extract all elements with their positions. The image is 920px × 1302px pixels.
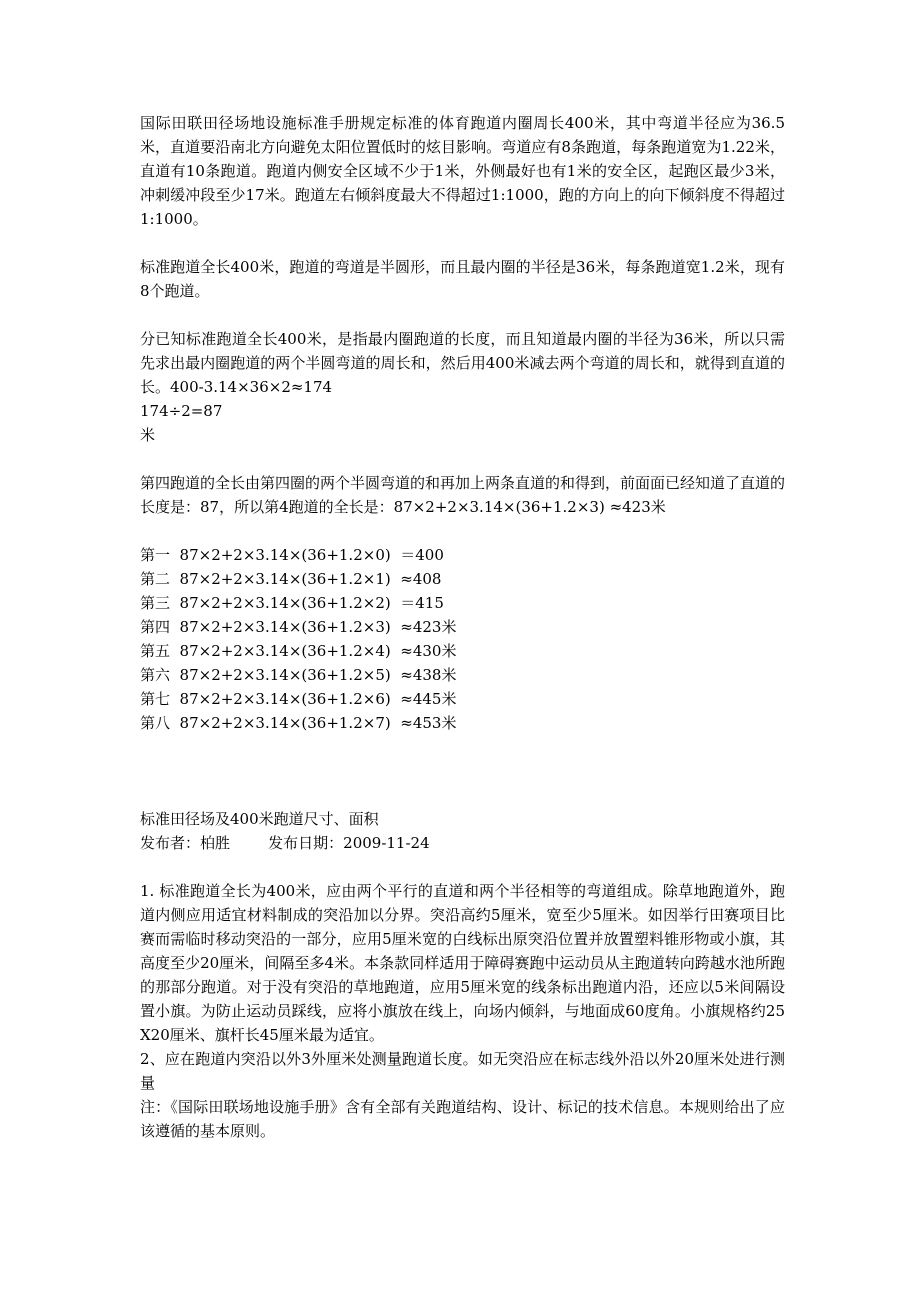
article-title: 标准田径场及400米跑道尺寸、面积 (140, 810, 379, 828)
article-item-2: 2、应在跑道内突沿以外3外厘米处测量跑道长度。如无突沿应在标志线外沿以外20厘米处进行测量 (140, 1050, 785, 1092)
paragraph-analysis (140, 327, 785, 447)
paragraph-lane-four: 第四跑道的全长由第四圈的两个半圆弯道的和再加上两条直道的和得到，前面面已经知道了直道的长度是：87，所以第4跑道的全长是：87×2+2×3.14×(36+1.2×3) ≈423米 (140, 474, 786, 516)
vertical-spacer (140, 735, 785, 807)
lane-row-3: 第三 87×2+2×3.14×(36+1.2×2) ＝415 (140, 594, 444, 612)
lane-row-2: 第二 87×2+2×3.14×(36+1.2×1) ≈408 (140, 570, 442, 588)
lane-row-7: 第七 87×2+2×3.14×(36+1.2×6) ≈445米 (140, 690, 457, 708)
analysis-text: 分已知标准跑道全长400米，是指最内圈跑道的长度，而且知道最内圈的半径为36米，所以只需先求出最内圈跑道的两个半圆弯道的周长和，然后用400米减去两个弯道的周长和，就得到直道的长。400-3.14×36×2≈174 (140, 330, 785, 396)
article-header (140, 807, 785, 855)
section-gap (140, 855, 785, 879)
paragraph-standard-track: 标准跑道全长400米，跑道的弯道是半圆形，而且最内圈的半径是36米，每条跑道宽1.2米，现有8个跑道。 (140, 258, 785, 300)
lane-row-5: 第五 87×2+2×3.14×(36+1.2×4) ≈430米 (140, 642, 457, 660)
article-item-1: 1. 标准跑道全长为400米，应由两个平行的直道和两个半径相等的弯道组成。除草地跑道外，跑道内侧应用适宜材料制成的突沿加以分界。突沿高约5厘米，宽至少5厘米。如因举行田赛项目比赛而需临时移动突沿的一部分，应用5厘米宽的白线标出原突沿位置并放置塑料锥形物或小旗，其高度至少20厘米，间隔至多4米。本条款同样适用于障碍赛跑中运动员从主跑道转向跨越水池所跑的那部分跑道。对于没有突沿的草地跑道，应用5厘米宽的线条标出跑道内沿，还应以5米间隔设置小旗。为防止运动员踩线，应将小旗放在线上，向场内倾斜，与地面成60度角。小旗规格约25X20厘米、旗杆长45厘米最为适宜。 (140, 882, 785, 1044)
lane-row-4: 第四 87×2+2×3.14×(36+1.2×3) ≈423米 (140, 618, 457, 636)
analysis-line-straight: 174÷2=87 (140, 402, 223, 420)
lane-length-list (140, 543, 785, 735)
article-note: 注：《国际田联场地设施手册》含有全部有关跑道结构、设计、标记的技术信息。本规则给出了应该遵循的基本原则。 (140, 1098, 785, 1140)
paragraph-iaaf-standard: 国际田联田径场地设施标准手册规定标准的体育跑道内圈周长400米，其中弯道半径应为36.5米，直道要沿南北方向避免太阳位置低时的炫目影响。弯道应有8条跑道，每条跑道宽为1.22米，直道有10条跑道。跑道内侧安全区域不少于1米，外侧最好也有1米的安全区，起跑区最少3米，冲刺缓冲段至少17米。跑道左右倾斜度最大不得超过1:1000，跑的方向上的向下倾斜度不得超过1:1000。 (140, 114, 785, 228)
article-publisher-line: 发布者：柏胜 发布日期：2009-11-24 (140, 834, 430, 852)
lane-row-1: 第一 87×2+2×3.14×(36+1.2×0) ＝400 (140, 546, 444, 564)
document-page (140, 111, 785, 1143)
lane-row-6: 第六 87×2+2×3.14×(36+1.2×5) ≈438米 (140, 666, 457, 684)
analysis-line-unit: 米 (140, 426, 156, 444)
lane-row-8: 第八 87×2+2×3.14×(36+1.2×7) ≈453米 (140, 714, 457, 732)
